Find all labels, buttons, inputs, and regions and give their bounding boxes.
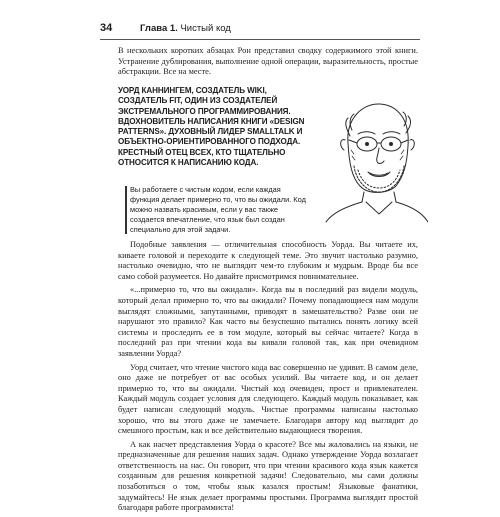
paragraph: «...примерно то, что вы ожидали». Когда вы в последний раз видели модуль, который делал примерно то, что вы ожидали? Почему попадающиеся нам модули выглядят сложными, запутанными, приводят в замешательство? Разве они не нарушают это правило? Как часто вы безуспешно пытались понять логику всей системы и проследить ее в том модуле, который вы сейчас читаете? Когда в последний раз при чтении кода вы кивали головой так, как при очевидном заявлении Уорда?	[118, 285, 418, 358]
chapter-heading	[140, 23, 231, 34]
main-text	[118, 240, 418, 517]
intro-paragraph-block	[118, 46, 418, 78]
paragraph: Подобные заявления — отличительная способность Уорда. Вы читаете их, киваете головой и переходите к следующей теме. Это звучит настолько разумно, настолько очевидно, что не выглядит чем-то глубоким и мудрым. Вроде бы все само собой разумеется. Но давайте присмотримся повнимательнее.	[118, 240, 418, 281]
author-bio: УОРД КАННИНГЕМ, СОЗДАТЕЛЬ WIKI, СОЗДАТЕЛЬ FIT, ОДИН ИЗ СОЗДАТЕЛЕЙ ЭКСТРЕМАЛЬНОГО ПРОГРАММИРОВАНИЯ. ВДОХНОВИТЕЛЬ НАПИСАНИЯ КНИГИ «DESIGN PATTERNS». ДУХОВНЫЙ ЛИДЕР SMALLTALK И ОБЪЕКТНО-ОРИЕНТИРОВАННОГО ПОДХОДА. КРЕСТНЫЙ ОТЕЦ ВСЕХ, КТО ТЩАТЕЛЬНО ОТНОСИТСЯ К НАПИСАНИЮ КОДА.	[118, 86, 305, 168]
ward-cunningham-portrait	[318, 88, 428, 223]
page-header	[100, 21, 420, 40]
intro-paragraph: В нескольких коротких абзацах Рон представил сводку содержимого этой книги. Устранение дублирования, выполнение одной операции, выразительность, простые абстракции. Все на месте.	[118, 46, 418, 77]
chapter-title: Чистый код	[180, 23, 231, 34]
paragraph: А как насчет представления Уорда о красоте? Все мы жаловались на языки, не предназначенные для решения наших задач. Однако утверждение Уорда возлагает ответственность на нас. Он говорит, что при чтении красивого кода язык кажется созданным для решения конкретной задачи! Следовательно, мы сами должны позаботиться о том, чтобы язык казался простым! Языковые фанатики, задумайтесь! Не язык делает программы простыми. Программа выглядит простой благодаря работе программиста!	[118, 439, 418, 513]
author-quote: Вы работаете с чистым кодом, если каждая функция делает примерно то, что вы ожидали. Код можно назвать красивым, если у вас также создается впечатление, что язык был создан специально для этой задачи.	[130, 185, 306, 234]
page-number: 34	[100, 22, 113, 34]
chapter-label: Глава 1.	[140, 23, 178, 34]
paragraph: Уорд считает, что чтение чистого кода вас совершенно не удивит. В самом деле, оно даже не потребует от вас особых усилий. Вы читаете код, и он делает примерно то, что вы ожидали. Чистый код очевиден, прост и привлекателен. Каждый модуль создает условия для следующего. Каждый модуль показывает, как будет написан следующий модуль. Чистые программы написаны настолько хорошо, что вы этого даже не замечаете. Благодаря автору код выглядит до смешного простым, как и все действительно выдающиеся творения.	[118, 362, 418, 436]
quote-bar	[125, 186, 127, 234]
